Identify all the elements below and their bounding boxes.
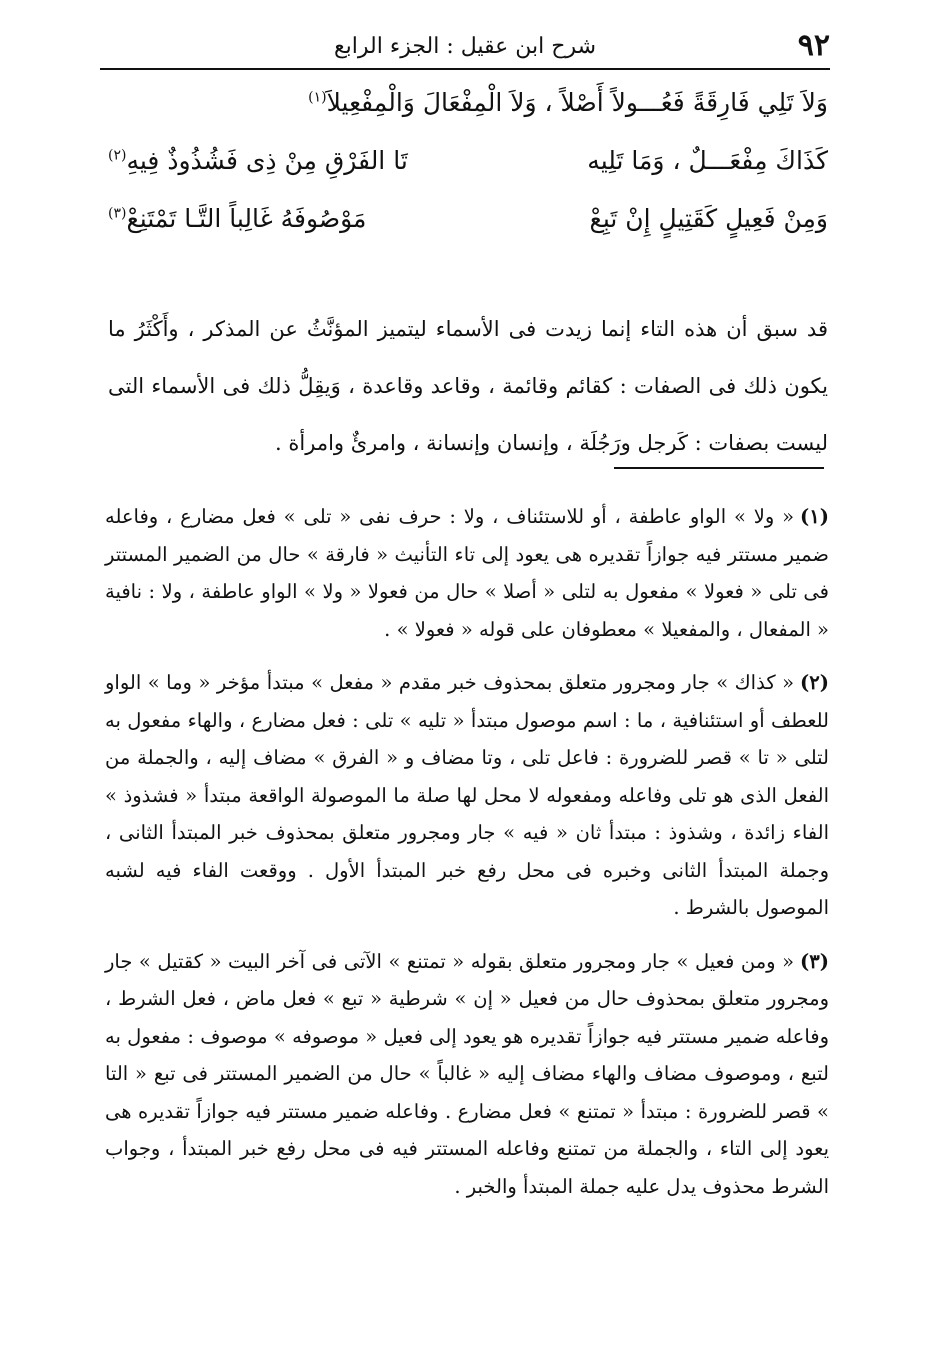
footnotes-section bbox=[105, 498, 829, 1221]
commentary-paragraph: قد سبق أن هذه التاء إنما زيدت فى الأسماء ليتميز المؤنَّثُ عن المذكر ، وأَكْثَرُ ما يكون ذلك فى الصفات : كقائم وقائمة ، وقاعد وقاعدة ، وَيقِلُّ ذلك فى الأسماء التى ليست بصفات : كَرجل ورَجُلَة ، وإنسان وإنسانة ، وامرئٌ وامرأة . bbox=[108, 317, 828, 455]
footnote bbox=[105, 664, 829, 927]
footnote bbox=[105, 943, 829, 1206]
footnote bbox=[105, 498, 829, 648]
footnote-number: (١) bbox=[800, 505, 829, 528]
footnote-text: « كذاك » جار ومجرور متعلق بمحذوف خبر مقدم « مفعل » مبتدأ مؤخر « وما » الواو للعطف أو استئنافية ، ما : اسم موصول مبتدأ « تليه » تلى : فعل مضارع ، والهاء مفعول به لتلى « تا » قصر للضرورة : فاعل تلى ، وتا مضاف و « الفرق » مضاف إليه ، والجملة من الفعل الذى هو تلى وفاعله ومفعوله لا محل لها صلة ما الموصولة الواقعة مبتدأ « فشذوذ » الفاء زائدة ، وشذوذ : مبتدأ ثان « فيه » جار ومجرور متعلق بمحذوف خبر المبتدأ الثانى ، وجملة المبتدأ الثانى وخبره فى محل رفع خبر المبتدأ الأول . ووقعت الفاء فيه لشبه الموصول بالشرط . bbox=[105, 671, 829, 919]
verse-second-hemistich bbox=[108, 146, 408, 175]
footnote-text: « ولا » الواو عاطفة ، أو للاستئناف ، ولا : حرف نفى « تلى » فعل مضارع ، وفاعله ضمير مستتر فيه جوازاً تقديره هى يعود إلى تاء التأنيث « فارقة » حال من الضمير المستتر فى تلى « فعولا » مفعول به لتلى « أصلا » حال من فعولا « ولا » الواو عاطفة ، ولا : نافية « المفعال ، والمفعيلا » معطوفان على قوله « فعولا » . bbox=[105, 505, 829, 641]
verse-first-hemistich: وَمِنْ فَعِيلٍ كَقَتِيلٍ إِنْ تَبِعْ bbox=[589, 204, 828, 233]
verse-note-marker: (١) bbox=[308, 89, 327, 106]
verse-note-marker: (٣) bbox=[108, 205, 127, 222]
verse-block bbox=[108, 88, 828, 262]
verse-text: وَلاَ تَلِي فَارِقَةً فَعُـــولاً أَصْلاً ، وَلاَ الْمِفْعَالَ وَالْمِفْعِيلاَ bbox=[326, 88, 828, 117]
footnote-text: « ومن فعيل » جار ومجرور متعلق بقوله « تمتنع » الآتى فى آخر البيت « كقتيل » جار ومجرور متعلق بمحذوف حال من فعيل « إن » شرطية « تبع » فعل ماض ، فعل الشرط ، وفاعله ضمير مستتر فيه جوازاً تقديره هو يعود إلى فعيل « موصوفه » موصوف : مفعول به لتبع ، وموصوف مضاف والهاء مضاف إليه « غالباً » حال من الضمير المستتر فى تبع « التا » قصر للضرورة : مبتدأ « تمتنع » فعل مضارع . وفاعله ضمير مستتر فيه جوازاً تقديره هى يعود إلى التاء ، والجملة من تمتنع وفاعله المستتر فيه فى محل رفع خبر المبتدأ ، وجواب الشرط محذوف يدل عليه جملة المبتدأ والخبر . bbox=[105, 949, 829, 1198]
verse-line bbox=[108, 146, 828, 204]
verse-note-marker: (٢) bbox=[108, 147, 127, 164]
running-title: شرح ابن عقيل : الجزء الرابع bbox=[333, 34, 597, 59]
verse-text: مَوْصُوفَهُ غَالِباً التَّـا تَمْتَنِعْ bbox=[126, 204, 367, 233]
verse-text: تَا الفَرْقِ مِنْ ذِى فَشُذُوذٌ فِيهِ bbox=[126, 146, 408, 175]
footnote-number: (٣) bbox=[800, 949, 829, 973]
page-number: ٩٢ bbox=[797, 28, 830, 63]
footnote-number: (٢) bbox=[800, 671, 829, 694]
verse-second-hemistich bbox=[108, 204, 366, 233]
verse-first-hemistich: كَذَاكَ مِفْعَـــلٌ ، وَمَا تَلِيه bbox=[587, 146, 828, 175]
footnote-separator bbox=[614, 467, 824, 469]
page-header bbox=[100, 22, 830, 70]
verse-line bbox=[108, 204, 828, 262]
verse-line bbox=[108, 88, 828, 146]
verse-first-hemistich bbox=[308, 88, 828, 117]
